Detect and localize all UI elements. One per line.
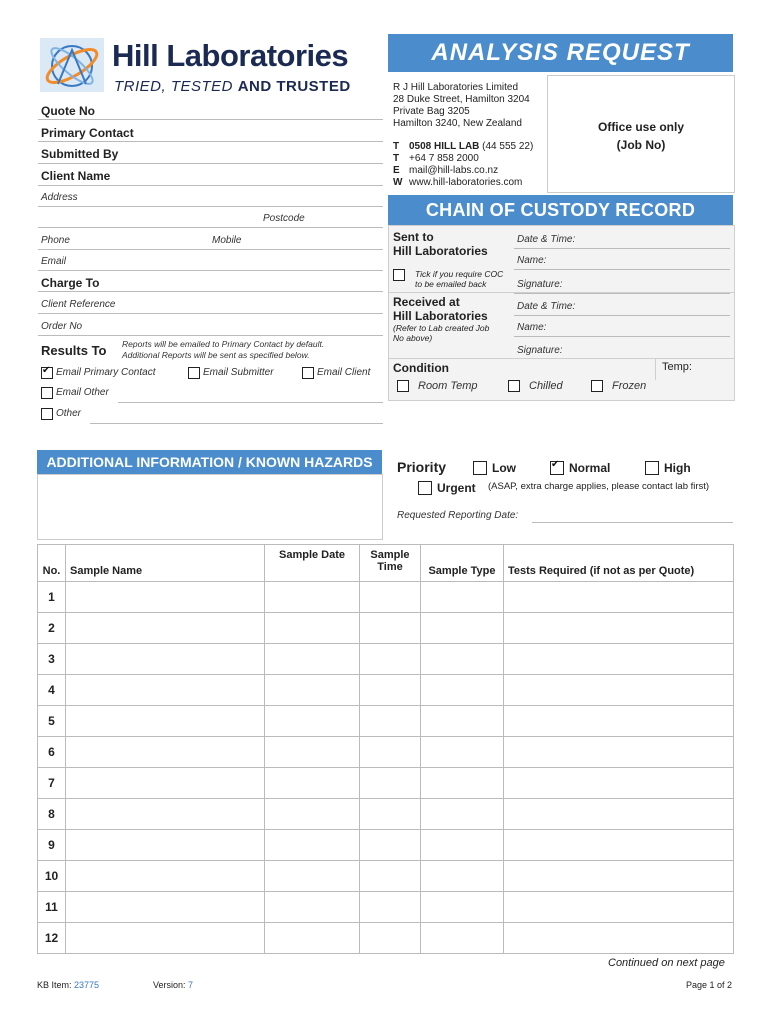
priority-urgent-label: Urgent — [437, 481, 476, 495]
table-cell[interactable] — [265, 830, 360, 861]
contact-row: W www.hill-laboratories.com — [393, 177, 523, 188]
email-other-label: Email Other — [56, 387, 109, 398]
table-cell[interactable] — [504, 613, 734, 644]
refer-note-line: (Refer to Lab created Job — [393, 323, 490, 333]
coc-email-checkbox[interactable] — [393, 269, 405, 281]
sent-to-label — [393, 230, 488, 258]
contact-row: E mail@hill-labs.co.nz — [393, 165, 499, 176]
row-number: 10 — [38, 861, 66, 892]
priority-low-checkbox[interactable] — [473, 461, 487, 475]
version-value: 7 — [188, 980, 194, 990]
row-number: 7 — [38, 768, 66, 799]
submitted-by-field[interactable] — [38, 163, 383, 164]
table-cell[interactable] — [360, 768, 421, 799]
requested-date-field[interactable] — [532, 522, 733, 523]
table-cell[interactable] — [66, 737, 265, 768]
priority-high-checkbox[interactable] — [645, 461, 659, 475]
table-cell[interactable] — [360, 892, 421, 923]
charge-to-field[interactable] — [38, 291, 383, 292]
chilled-checkbox[interactable] — [508, 380, 520, 392]
table-cell[interactable] — [504, 861, 734, 892]
email-client-label: Email Client — [317, 367, 371, 378]
table-cell[interactable] — [360, 923, 421, 954]
coc-title: CHAIN OF CUSTODY RECORD — [388, 195, 733, 225]
table-cell[interactable] — [504, 768, 734, 799]
table-cell[interactable] — [504, 830, 734, 861]
order-no-field[interactable] — [38, 335, 383, 336]
sent-date-field[interactable] — [514, 248, 730, 249]
address-label: Address — [41, 192, 78, 203]
table-cell[interactable] — [66, 613, 265, 644]
room-temp-label: Room Temp — [418, 380, 478, 392]
table-row — [38, 861, 734, 892]
coc-divider — [389, 292, 734, 293]
col-sample-name: Sample Name — [66, 545, 265, 582]
order-no-label: Order No — [41, 321, 83, 332]
table-cell[interactable] — [360, 706, 421, 737]
table-row — [38, 799, 734, 830]
table-cell[interactable] — [66, 830, 265, 861]
tagline-part-a: TRIED, TESTED — [114, 78, 234, 95]
table-cell[interactable] — [421, 706, 504, 737]
table-cell[interactable] — [265, 706, 360, 737]
client-name-label: Client Name — [41, 169, 111, 183]
table-cell[interactable] — [360, 799, 421, 830]
table-cell[interactable] — [504, 923, 734, 954]
submitted-by-label: Submitted By — [41, 147, 119, 161]
address-field[interactable] — [38, 206, 383, 207]
row-number: 8 — [38, 799, 66, 830]
table-cell[interactable] — [265, 675, 360, 706]
address-line: 28 Duke Street, Hamilton 3204 — [393, 94, 530, 105]
table-cell[interactable] — [360, 644, 421, 675]
email-primary-label: Email Primary Contact — [56, 367, 156, 378]
received-name-label: Name: — [517, 322, 547, 333]
frozen-label: Frozen — [612, 380, 647, 392]
table-header-row — [38, 545, 734, 582]
received-date-field[interactable] — [514, 315, 730, 316]
received-line: Hill Laboratories — [393, 309, 488, 323]
temp-divider — [655, 358, 656, 380]
email-field[interactable] — [38, 270, 383, 271]
received-signature-label: Signature: — [517, 345, 563, 356]
table-cell[interactable] — [265, 737, 360, 768]
received-date-label: Date & Time: — [517, 301, 576, 312]
table-cell[interactable] — [66, 892, 265, 923]
table-row — [38, 613, 734, 644]
sent-signature-label: Signature: — [517, 279, 563, 290]
priority-urgent-checkbox[interactable] — [418, 481, 432, 495]
client-reference-label: Client Reference — [41, 299, 116, 310]
table-cell[interactable] — [504, 706, 734, 737]
received-line: Received at — [393, 295, 460, 309]
temp-label: Temp: — [662, 361, 692, 373]
table-cell[interactable] — [265, 768, 360, 799]
table-cell[interactable] — [504, 737, 734, 768]
table-cell[interactable] — [66, 768, 265, 799]
table-cell[interactable] — [421, 644, 504, 675]
other-label: Other — [56, 408, 82, 419]
table-cell[interactable] — [360, 675, 421, 706]
table-cell[interactable] — [66, 706, 265, 737]
priority-label: Priority — [397, 459, 447, 475]
col-sample-time: Sample Time — [360, 545, 421, 582]
page-number: Page 1 of 2 — [686, 980, 733, 990]
email-label: Email — [41, 256, 67, 267]
web-link[interactable]: www.hill-laboratories.com — [409, 177, 523, 188]
table-cell[interactable] — [421, 613, 504, 644]
sent-to-line: Sent to — [393, 230, 434, 244]
table-cell[interactable] — [504, 644, 734, 675]
primary-contact-label: Primary Contact — [41, 126, 134, 140]
sent-name-field[interactable] — [514, 269, 730, 270]
col-sample-type: Sample Type — [421, 545, 504, 582]
postcode-field[interactable] — [38, 227, 383, 228]
charge-to-label: Charge To — [41, 276, 100, 290]
table-row — [38, 830, 734, 861]
phone-label: Phone — [41, 235, 70, 246]
sample-table — [37, 544, 734, 954]
row-number: 11 — [38, 892, 66, 923]
table-row — [38, 737, 734, 768]
address-line: Private Bag 3205 — [393, 106, 470, 117]
sent-signature-field[interactable] — [514, 293, 730, 294]
col-tests-required: Tests Required (if not as per Quote) — [504, 545, 734, 582]
lab-address — [393, 82, 530, 130]
other-field[interactable] — [90, 423, 383, 424]
table-cell[interactable] — [421, 861, 504, 892]
row-number: 5 — [38, 706, 66, 737]
version — [153, 980, 193, 990]
continued-note: Continued on next page — [608, 957, 725, 969]
table-cell[interactable] — [66, 644, 265, 675]
table-cell[interactable] — [421, 923, 504, 954]
email-submitter-label: Email Submitter — [203, 367, 274, 378]
table-cell[interactable] — [421, 768, 504, 799]
table-cell[interactable] — [66, 923, 265, 954]
table-cell[interactable] — [265, 923, 360, 954]
client-reference-field[interactable] — [38, 313, 383, 314]
table-cell[interactable] — [265, 644, 360, 675]
table-cell[interactable] — [265, 613, 360, 644]
priority-normal-checkbox[interactable] — [550, 461, 564, 475]
version-label: Version: — [153, 980, 186, 990]
other-checkbox[interactable] — [41, 408, 53, 420]
quote-no-field[interactable] — [38, 119, 383, 120]
row-number: 2 — [38, 613, 66, 644]
coc-email-note-line: Tick if you require COC — [415, 269, 504, 279]
table-cell[interactable] — [265, 582, 360, 613]
postcode-label: Postcode — [263, 213, 305, 224]
table-cell[interactable] — [504, 799, 734, 830]
table-row — [38, 768, 734, 799]
table-cell[interactable] — [66, 861, 265, 892]
phone-field[interactable] — [38, 249, 383, 250]
coc-email-note — [415, 269, 503, 289]
table-row — [38, 582, 734, 613]
logo — [38, 36, 106, 94]
table-row — [38, 675, 734, 706]
table-cell[interactable] — [66, 799, 265, 830]
room-temp-checkbox[interactable] — [397, 380, 409, 392]
priority-normal-label: Normal — [569, 461, 611, 475]
table-cell[interactable] — [421, 799, 504, 830]
row-number: 12 — [38, 923, 66, 954]
col-no: No. — [38, 545, 66, 582]
email-link[interactable]: mail@hill-labs.co.nz — [409, 165, 499, 176]
table-cell[interactable] — [421, 830, 504, 861]
table-cell[interactable] — [360, 830, 421, 861]
chilled-label: Chilled — [529, 380, 563, 392]
email-other-field[interactable] — [118, 402, 383, 403]
table-cell[interactable] — [421, 582, 504, 613]
condition-label: Condition — [393, 361, 449, 375]
table-row — [38, 892, 734, 923]
sent-name-label: Name: — [517, 255, 547, 266]
email-primary-checkbox[interactable] — [41, 367, 53, 379]
address-line: Hamilton 3240, New Zealand — [393, 118, 522, 129]
results-to-label: Results To — [41, 343, 107, 358]
table-cell[interactable] — [421, 737, 504, 768]
contact-row: T +64 7 858 2000 — [393, 153, 479, 164]
form-title: ANALYSIS REQUEST — [388, 34, 733, 72]
sent-date-label: Date & Time: — [517, 234, 576, 245]
priority-low-label: Low — [492, 461, 516, 475]
table-cell[interactable] — [265, 892, 360, 923]
coc-email-note-line: to be emailed back — [415, 279, 487, 289]
kb-value: 23775 — [74, 980, 100, 990]
table-cell[interactable] — [504, 892, 734, 923]
client-name-field[interactable] — [38, 185, 383, 186]
results-note-line: Additional Reports will be sent as specified below. — [122, 350, 310, 360]
table-cell[interactable] — [504, 675, 734, 706]
email-submitter-checkbox[interactable] — [188, 367, 200, 379]
email-client-checkbox[interactable] — [302, 367, 314, 379]
brand-tagline — [114, 78, 351, 95]
refer-note — [393, 323, 489, 343]
brand-name: Hill Laboratories — [112, 38, 349, 73]
received-label — [393, 295, 488, 323]
table-cell[interactable] — [66, 582, 265, 613]
table-cell[interactable] — [66, 675, 265, 706]
address-line: R J Hill Laboratories Limited — [393, 82, 519, 93]
table-cell[interactable] — [421, 675, 504, 706]
col-sample-date: Sample Date — [265, 545, 360, 582]
table-cell[interactable] — [360, 737, 421, 768]
email-other-checkbox[interactable] — [41, 387, 53, 399]
table-cell[interactable] — [265, 799, 360, 830]
coc-divider — [389, 358, 734, 359]
table-cell[interactable] — [360, 861, 421, 892]
table-cell[interactable] — [360, 613, 421, 644]
row-number: 4 — [38, 675, 66, 706]
refer-note-line: No above) — [393, 333, 433, 343]
tagline-part-b: AND TRUSTED — [237, 78, 351, 95]
table-cell[interactable] — [421, 892, 504, 923]
urgent-note: (ASAP, extra charge applies, please contact lab first) — [488, 481, 710, 492]
table-row — [38, 923, 734, 954]
office-use-box[interactable] — [547, 75, 735, 193]
office-use-label: Office use only — [597, 120, 685, 134]
received-name-field[interactable] — [514, 336, 730, 337]
results-note-line: Reports will be emailed to Primary Contact by default. — [122, 339, 325, 349]
additional-info-box[interactable] — [37, 474, 383, 540]
mobile-label: Mobile — [212, 235, 242, 246]
table-cell[interactable] — [360, 582, 421, 613]
contact-row: T 0508 HILL LAB (44 555 22) — [393, 141, 534, 152]
results-note — [122, 339, 324, 361]
row-number: 1 — [38, 582, 66, 613]
row-number: 3 — [38, 644, 66, 675]
requested-date-label: Requested Reporting Date: — [397, 510, 519, 521]
table-row — [38, 706, 734, 737]
frozen-checkbox[interactable] — [591, 380, 603, 392]
row-number: 9 — [38, 830, 66, 861]
job-no-label: (Job No) — [616, 138, 666, 152]
hill-labs-logo-icon — [38, 36, 106, 94]
kb-label: KB Item: — [37, 980, 72, 990]
coc-box — [388, 225, 735, 401]
primary-contact-field[interactable] — [38, 141, 383, 142]
quote-no-label: Quote No — [41, 104, 95, 118]
table-cell[interactable] — [504, 582, 734, 613]
sent-to-line: Hill Laboratories — [393, 244, 488, 258]
lab-contacts — [393, 141, 533, 189]
row-number: 6 — [38, 737, 66, 768]
table-cell[interactable] — [265, 861, 360, 892]
additional-info-title: ADDITIONAL INFORMATION / KNOWN HAZARDS — [37, 450, 382, 474]
priority-high-label: High — [664, 461, 691, 475]
kb-item — [37, 980, 99, 990]
table-row — [38, 644, 734, 675]
